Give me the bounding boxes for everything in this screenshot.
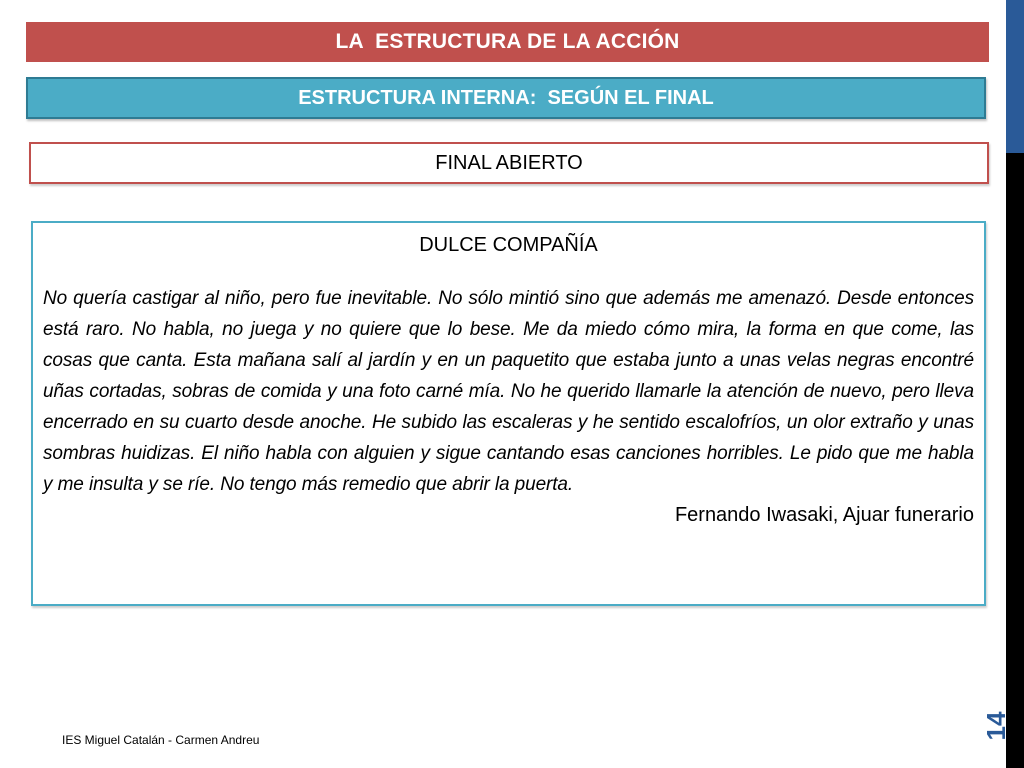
slide-subtitle xyxy=(26,77,986,119)
footer-credit: IES Miguel Catalán - Carmen Andreu xyxy=(62,733,260,747)
story-title: DULCE COMPAÑÍA xyxy=(419,234,598,256)
story-box xyxy=(31,221,986,606)
slide-title-text: LA ESTRUCTURA DE LA ACCIÓN xyxy=(335,30,680,53)
slide-title xyxy=(26,22,989,62)
section-heading xyxy=(29,142,989,184)
story-attribution: Fernando Iwasaki, Ajuar funerario xyxy=(674,504,974,526)
slide-subtitle-text: ESTRUCTURA INTERNA: SEGÚN EL FINAL xyxy=(298,86,714,109)
side-rail xyxy=(1006,153,1024,768)
side-rail-accent xyxy=(1006,0,1024,153)
story-body: No quería castigar al niño, pero fue inevitable. No sólo mintió sino que además me amenazó. Desde entonces está raro. No habla, no juega y no quiere que lo bese. Me da miedo cómo mira, la forma en que come, las cosas que canta. Esta mañana salí al jardín y en un paquetito que estaba junto a unas velas negras encontré uñas cortadas, sobras de comida y una foto carné mía. No he querido llamarle la atención de nuevo, pero lleva encerrado en su cuarto desde anoche. He subido las escaleras y he sentido escalofríos, un olor extraño y unas sombras huidizas. El niño habla con alguien y sigue cantando esas canciones horribles. Le pido que me habla y me insulta y se ríe. No tengo más remedio que abrir la puerta. xyxy=(43,288,974,495)
section-heading-text: FINAL ABIERTO xyxy=(435,151,583,174)
page-number: 14 xyxy=(980,711,1011,741)
